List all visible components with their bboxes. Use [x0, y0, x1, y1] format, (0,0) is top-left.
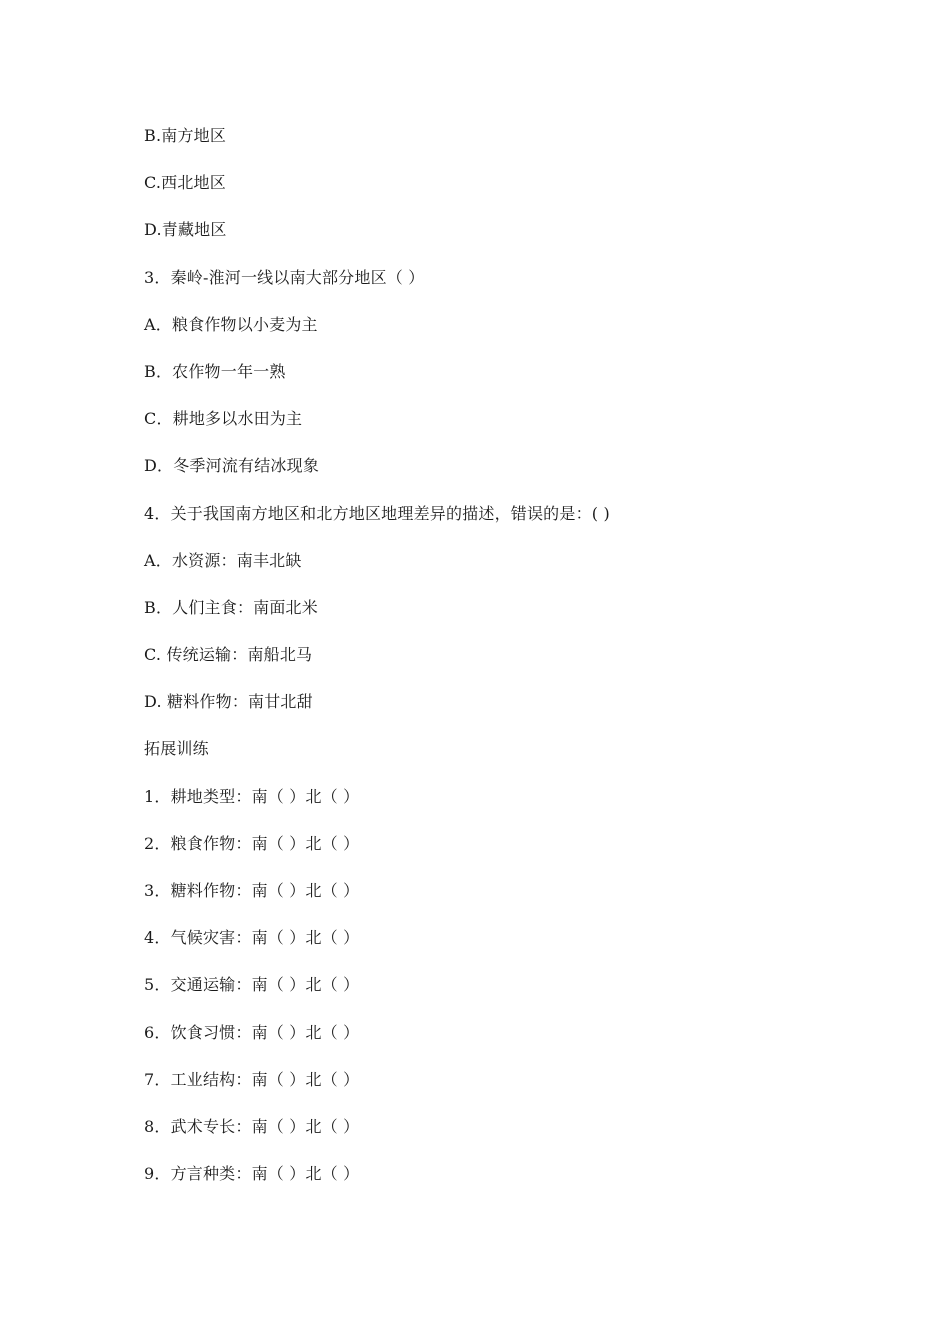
question-3: 3．秦岭-淮河一线以南大部分地区（ ） — [144, 267, 425, 287]
exercise-item: 1．耕地类型：南（ ）北（ ） — [144, 786, 360, 806]
option-c-northwest: C.西北地区 — [144, 173, 226, 193]
exercise-item: 2．粮食作物：南（ ）北（ ） — [144, 833, 360, 853]
question-3-option-c: C．耕地多以水田为主 — [144, 409, 303, 429]
exercise-item: 5．交通运输：南（ ）北（ ） — [144, 975, 360, 995]
question-4-option-c: C. 传统运输：南船北马 — [144, 645, 313, 665]
option-d-qingzang: D.青藏地区 — [144, 220, 227, 240]
question-3-option-d: D．冬季河流有结冰现象 — [144, 456, 320, 476]
question-4: 4．关于我国南方地区和北方地区地理差异的描述，错误的是：( ) — [144, 503, 610, 523]
question-4-option-a: A．水资源：南丰北缺 — [144, 550, 302, 570]
exercise-item: 3．糖料作物：南（ ）北（ ） — [144, 881, 360, 900]
exercise-item: 8．武术专长：南（ ）北（ ） — [144, 1116, 360, 1136]
exercise-item: 6．饮食习惯：南（ ）北（ ） — [144, 1022, 360, 1042]
section-heading: 拓展训练 — [144, 739, 209, 759]
question-3-option-b: B．农作物一年一熟 — [144, 361, 286, 381]
option-b-south: B.南方地区 — [144, 126, 227, 145]
exercise-item: 4．气候灾害：南（ ）北（ ） — [144, 928, 360, 948]
exercise-item: 9．方言种类：南（ ）北（ ） — [144, 1164, 360, 1184]
document-page — [144, 121, 844, 1206]
question-4-option-b: B．人们主食：南面北米 — [144, 597, 318, 617]
question-3-option-a: A．粮食作物以小麦为主 — [144, 314, 318, 334]
question-4-option-d: D. 糖料作物：南甘北甜 — [144, 692, 313, 712]
exercise-item: 7．工业结构：南（ ）北（ ） — [144, 1069, 360, 1089]
